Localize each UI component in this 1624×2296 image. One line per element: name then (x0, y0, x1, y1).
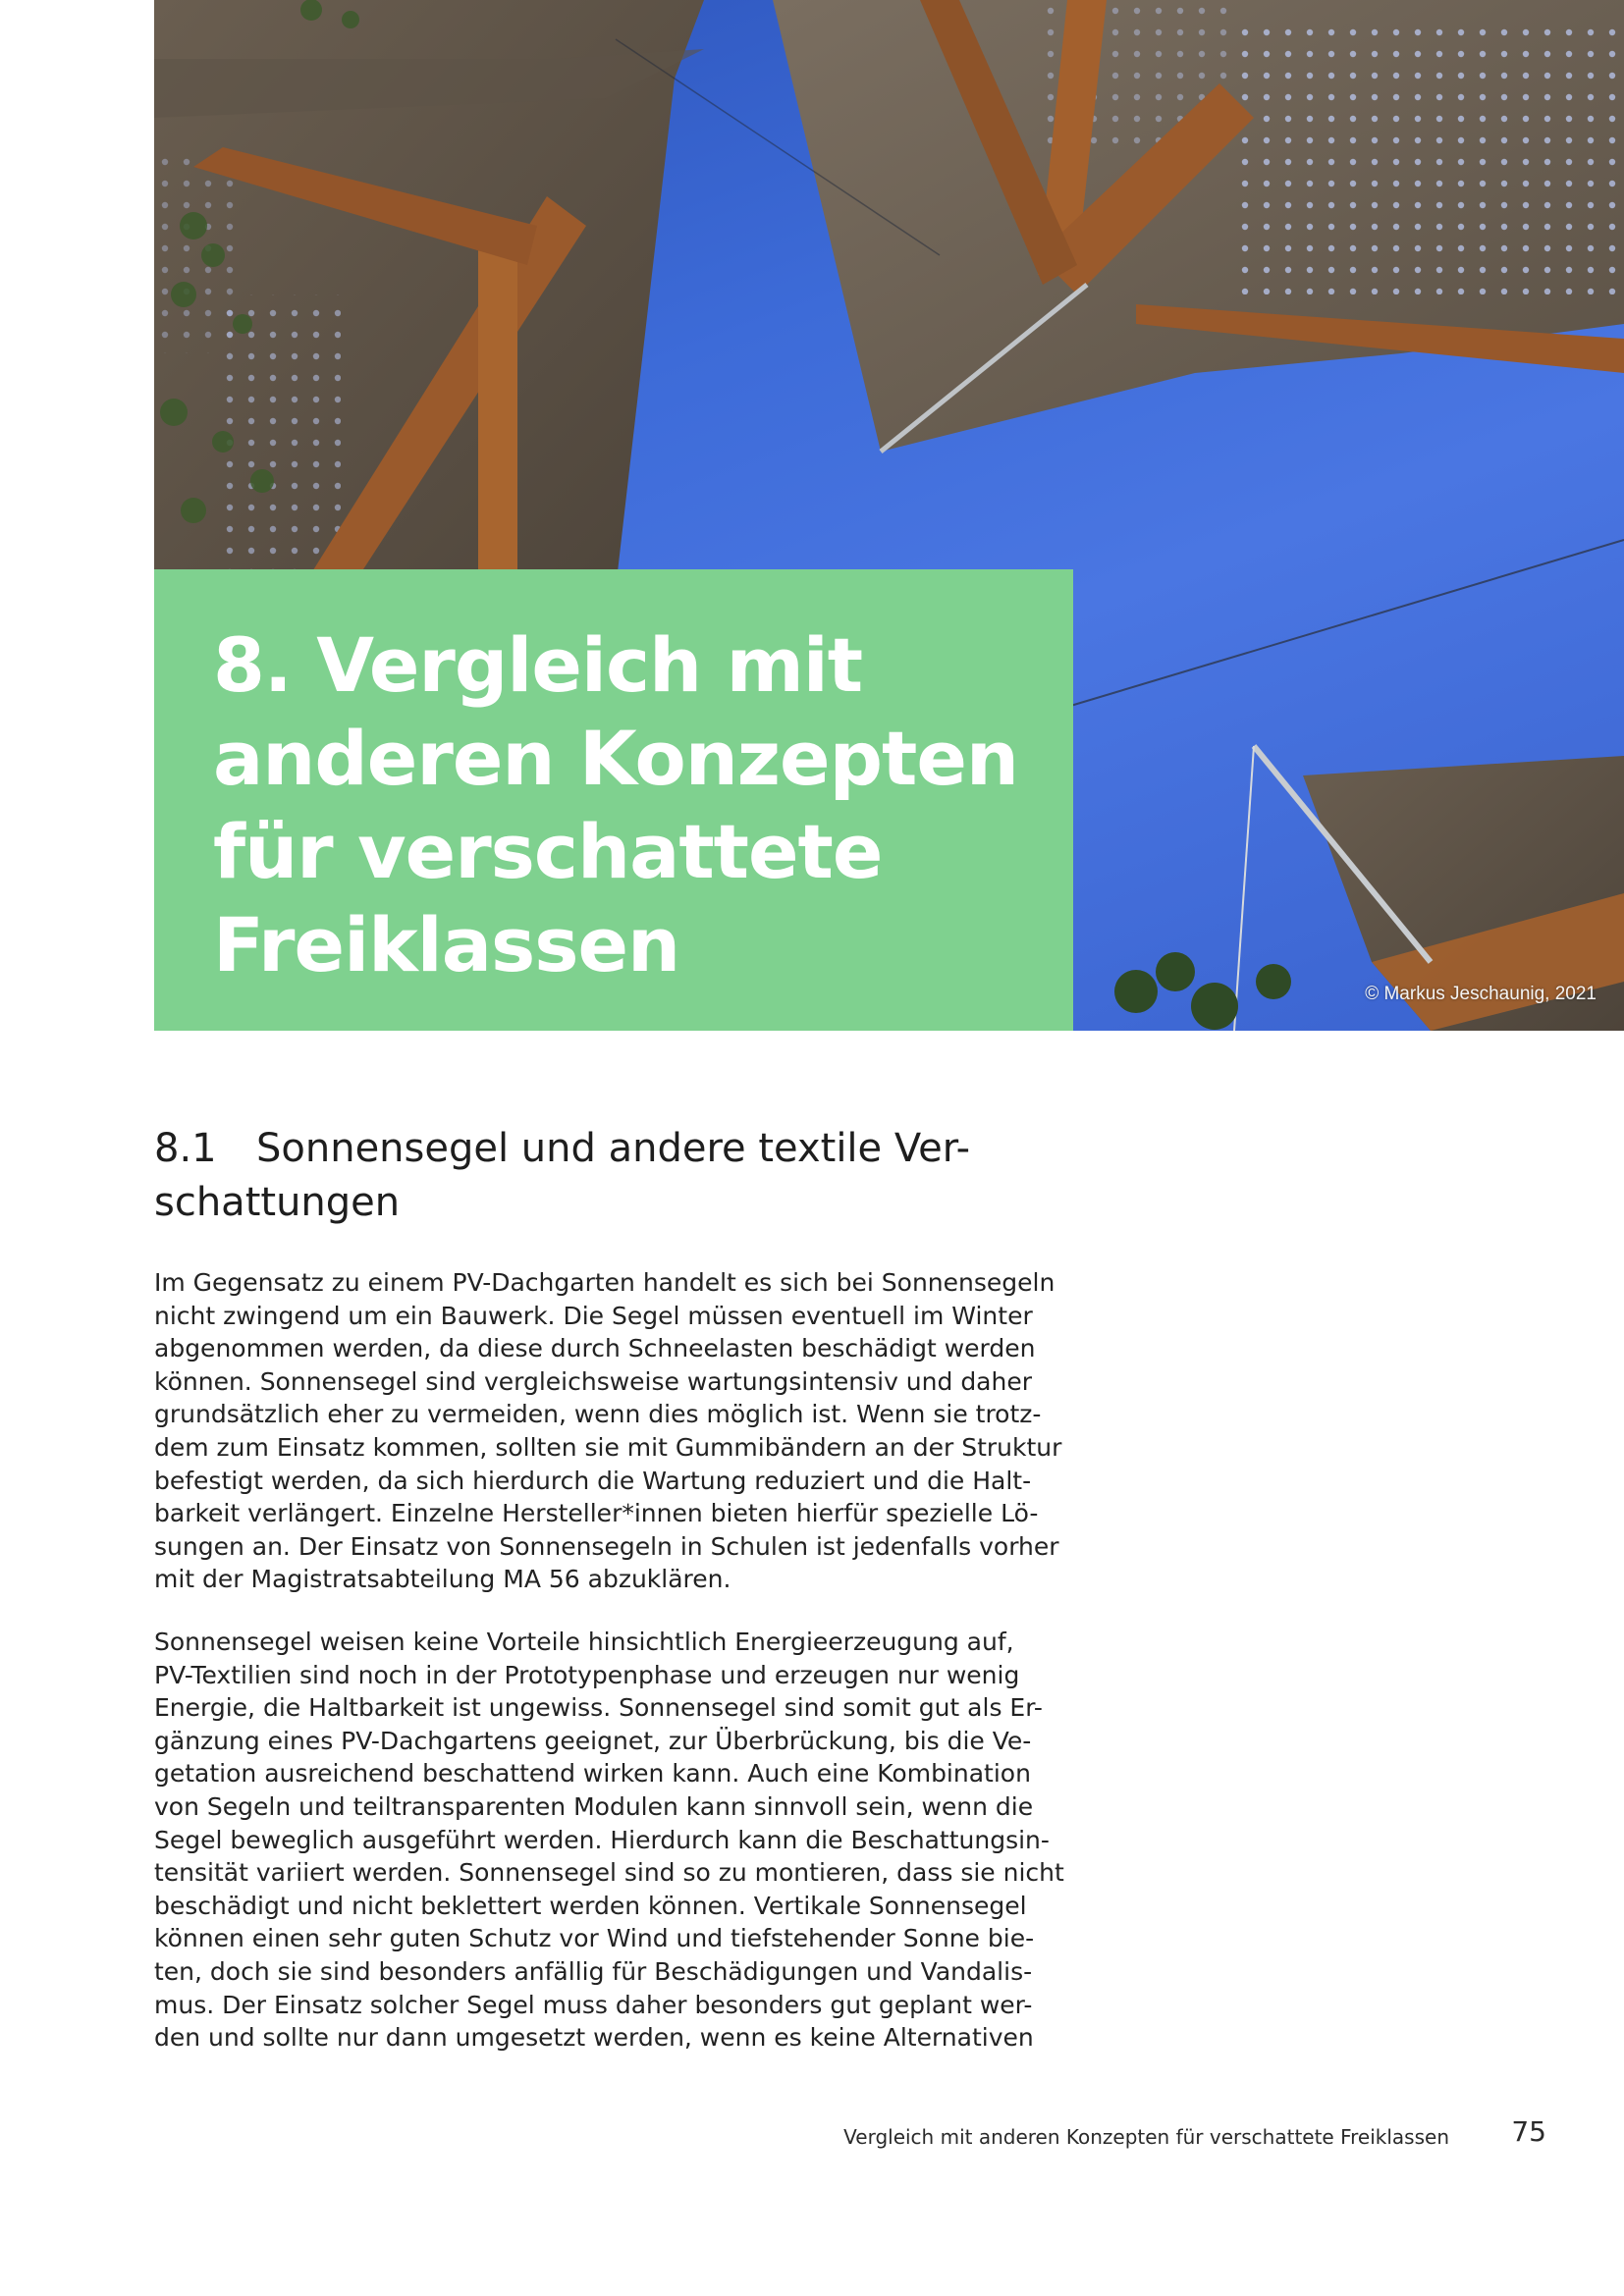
chapter-title-line: anderen Konzepten (213, 715, 1018, 802)
text-line: von Segeln und teiltransparenten Modulen kann sinnvoll sein, wenn die (154, 1791, 1034, 1821)
section-heading (154, 1122, 1038, 1230)
section-number: 8.1 (154, 1126, 217, 1171)
chapter-title-line: 8. Vergleich mit (213, 621, 863, 709)
text-line: gänzung eines PV-Dachgartens geeignet, zur Überbrückung, bis die Ve- (154, 1726, 1032, 1755)
section-heading-line-1 (154, 1122, 1038, 1176)
text-line: können einen sehr guten Schutz vor Wind und tiefstehender Sonne bie- (154, 1924, 1035, 1953)
text-line: beschädigt und nicht beklettert werden können. Vertikale Sonnensegel (154, 1891, 1027, 1920)
text-line: nicht zwingend um ein Bauwerk. Die Segel müssen eventuell im Winter (154, 1301, 1033, 1330)
text-line: abgenommen werden, da diese durch Schneelasten beschädigt werden (154, 1334, 1036, 1363)
text-line: Segel beweglich ausgeführt werden. Hierdurch kann die Beschattungsin- (154, 1825, 1050, 1854)
text-line: befestigt werden, da sich hierdurch die Wartung reduziert und die Halt- (154, 1466, 1032, 1495)
text-line: getation ausreichend beschattend wirken kann. Auch eine Kombination (154, 1759, 1031, 1789)
text-line: können. Sonnensegel sind vergleichsweise wartungsintensiv und daher (154, 1366, 1033, 1396)
text-line: Im Gegensatz zu einem PV-Dachgarten handelt es sich bei Sonnensegeln (154, 1268, 1056, 1297)
page-number: 75 (1511, 2115, 1546, 2148)
section-title-part-2: schattungen (154, 1180, 401, 1225)
chapter-title (213, 618, 1018, 991)
text-line: mit der Magistratsabteilung MA 56 abzuklären. (154, 1565, 731, 1594)
text-line: barkeit verlängert. Einzelne Hersteller*innen bieten hierfür spezielle Lö- (154, 1499, 1039, 1528)
text-line: ten, doch sie sind besonders anfällig für Beschädigungen und Vandalis- (154, 1956, 1033, 1986)
text-line: dem zum Einsatz kommen, sollten sie mit Gummibändern an der Struktur (154, 1432, 1062, 1462)
right-sail (773, 0, 1624, 452)
text-line: Sonnensegel weisen keine Vorteile hinsichtlich Energieerzeugung auf, (154, 1628, 1014, 1656)
left-sail (154, 0, 704, 589)
text-line: mus. Der Einsatz solcher Segel muss daher besonders gut geplant wer- (154, 1990, 1033, 2019)
text-line: tensität variiert werden. Sonnensegel sind so zu montieren, dass sie nicht (154, 1858, 1064, 1888)
text-line: grundsätzlich eher zu vermeiden, wenn dies möglich ist. Wenn sie trotz- (154, 1400, 1042, 1429)
paragraph-2 (154, 1626, 1077, 2055)
text-line: Energie, die Haltbarkeit ist ungewiss. Sonnensegel sind somit gut als Er- (154, 1693, 1043, 1723)
text-line: PV-Textilien sind noch in der Prototypenphase und erzeugen nur wenig (154, 1660, 1020, 1689)
photo-credit: © Markus Jeschaunig, 2021 (1365, 984, 1597, 1004)
text-line: sungen an. Der Einsatz von Sonnensegeln in Schulen ist jedenfalls vorher (154, 1531, 1059, 1561)
chapter-title-box (154, 569, 1073, 1031)
paragraph-1 (154, 1266, 1077, 1596)
chapter-title-line: für verschattete (213, 808, 883, 895)
text-line: den und sollte nur dann umgesetzt werden, wenn es keine Alternativen (154, 2023, 1034, 2053)
running-footer-title: Vergleich mit anderen Konzepten für verschattete Freiklassen (843, 2125, 1449, 2149)
chapter-title-line: Freiklassen (213, 901, 680, 988)
section-title-part-1: Sonnensegel und andere textile Ver- (256, 1126, 971, 1171)
